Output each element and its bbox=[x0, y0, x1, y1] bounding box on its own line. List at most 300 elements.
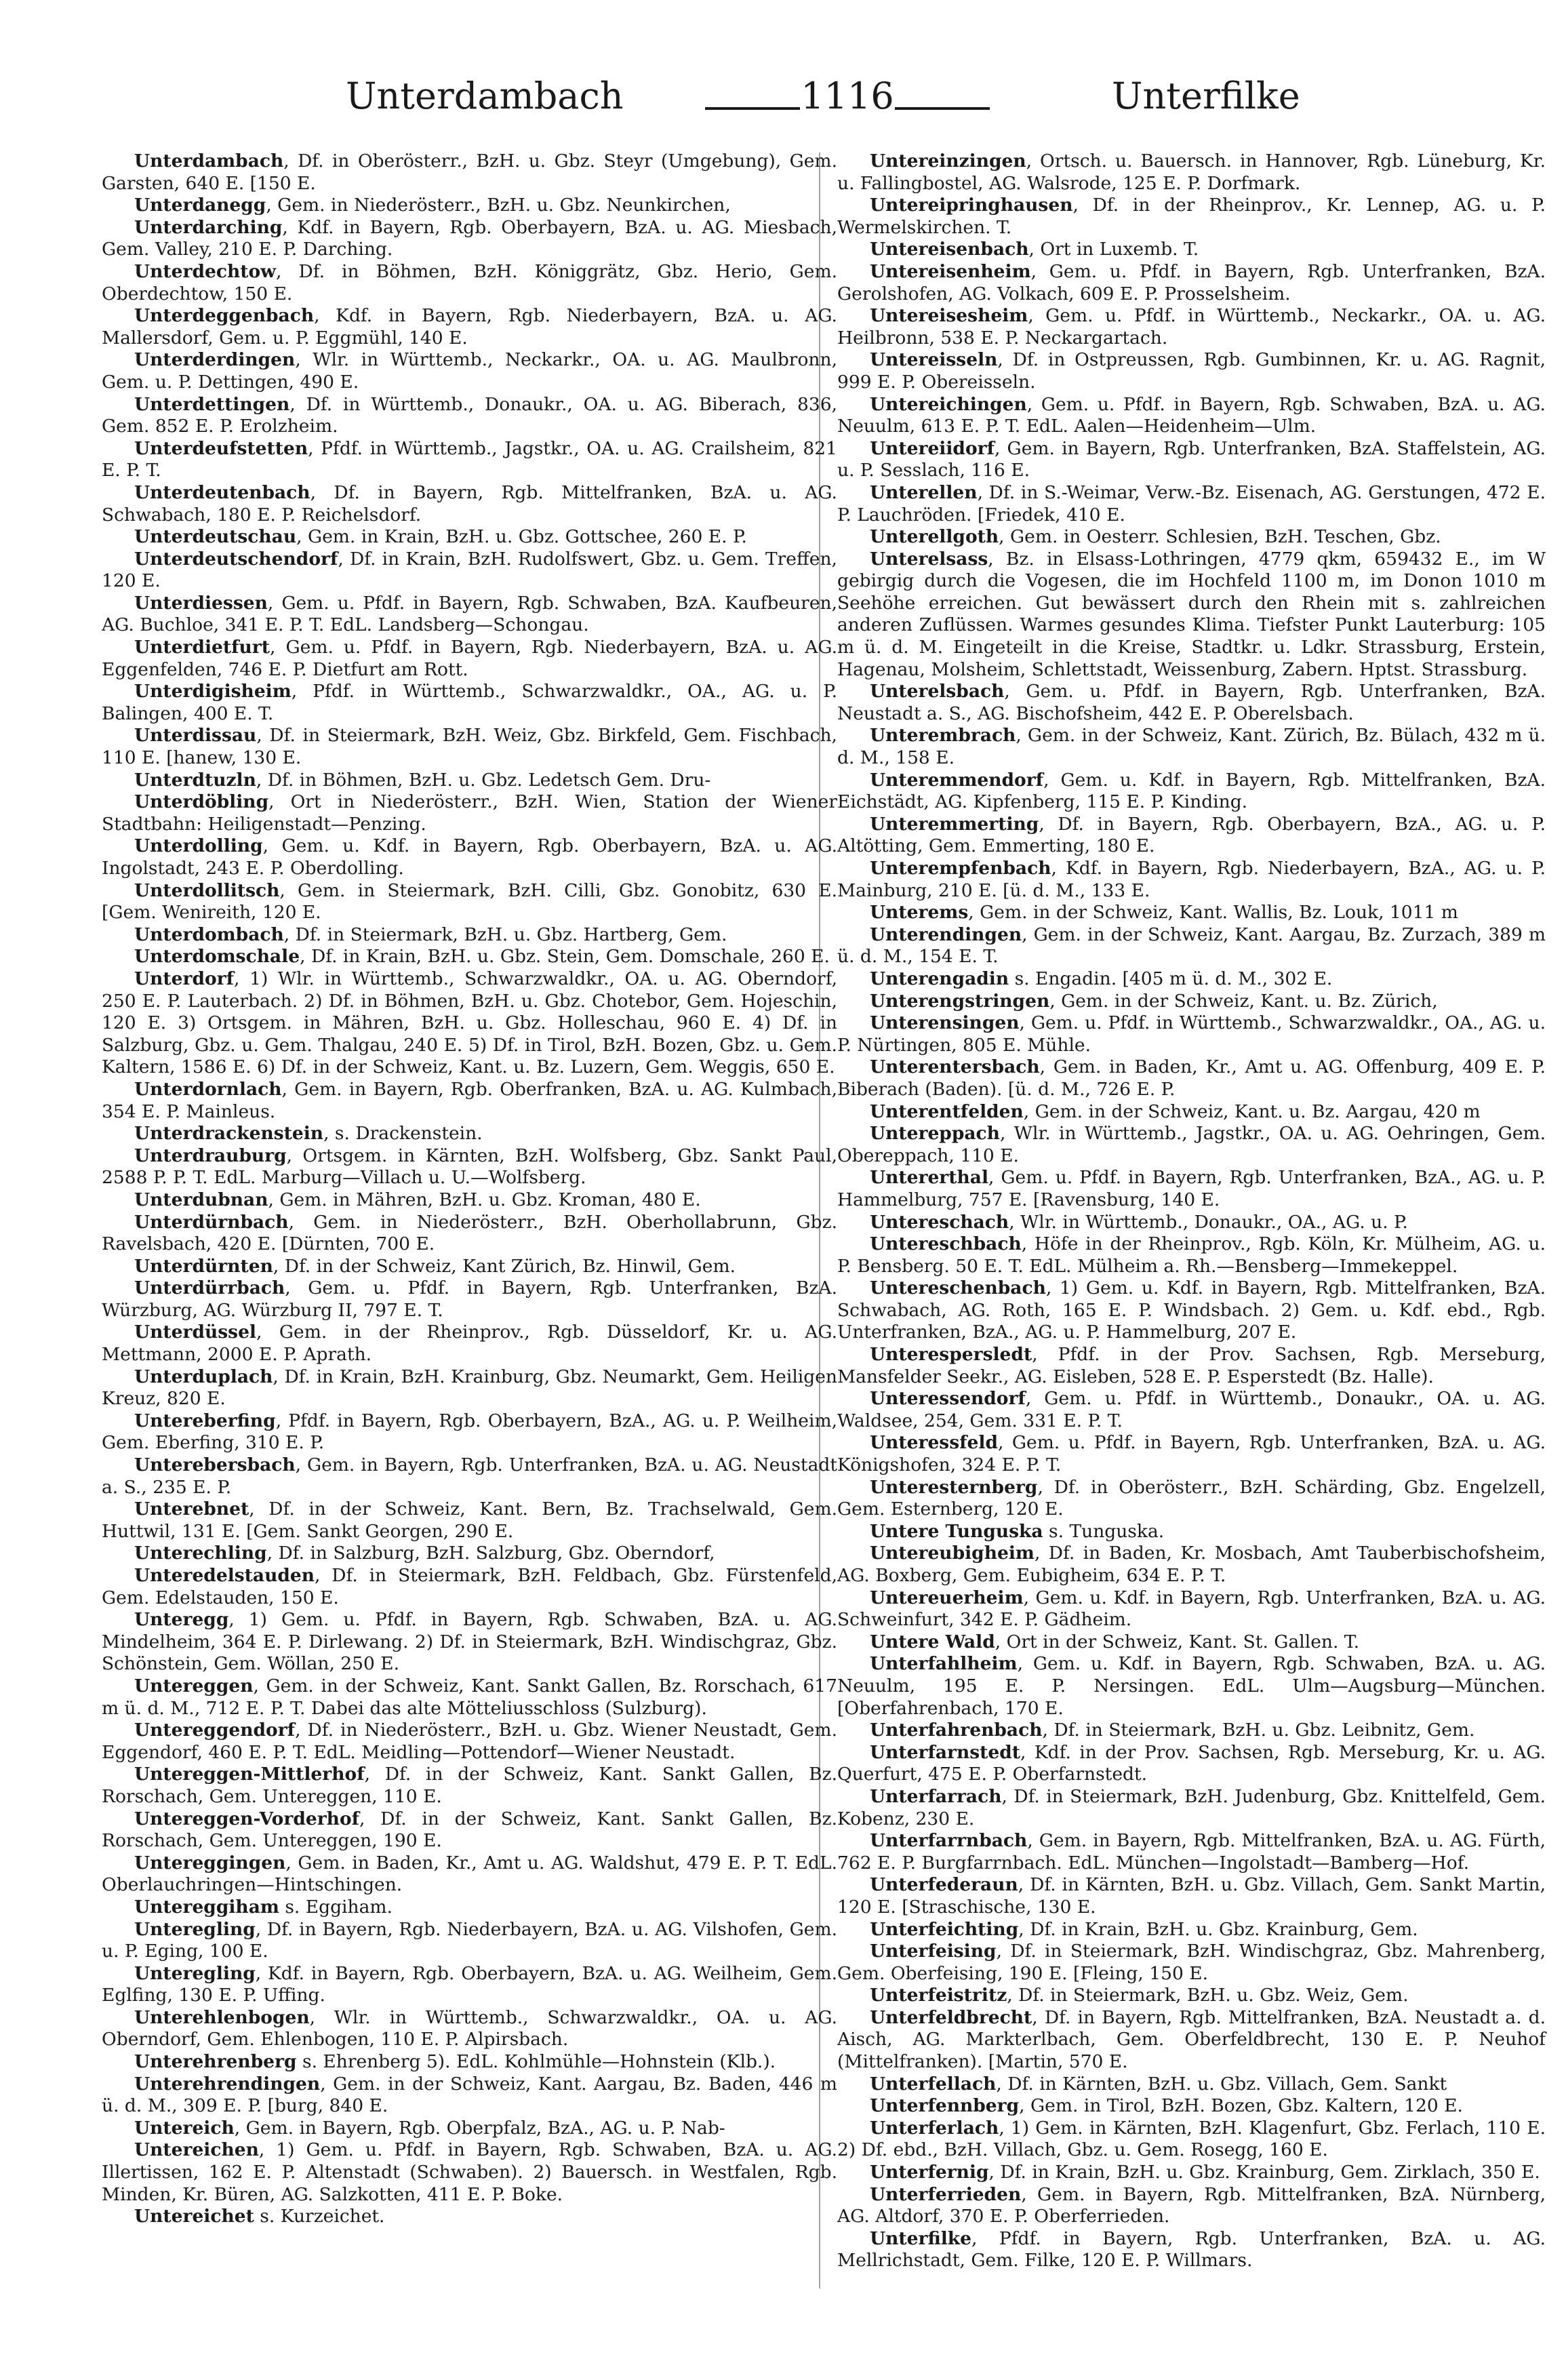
gazetteer-entry bbox=[837, 1653, 1546, 1720]
entry-headword: Unterechling bbox=[134, 1543, 267, 1564]
entry-text: , Df. in der Schweiz, Kant. Sankt Gallen, Bz. Rorschach, Gem. Untereggen, 190 E. bbox=[102, 1808, 837, 1852]
entry-headword: Unterfernig bbox=[870, 2162, 989, 2183]
entry-headword: Unterdeufstetten bbox=[134, 437, 308, 459]
entry-headword: Unterdeggenbach bbox=[134, 305, 315, 327]
entry-headword: Unterfellach bbox=[870, 2073, 997, 2095]
entry-text: , Gem. in Bayern, Rgb. Mittelfranken, BzA. u. AG. Fürth, 762 E. P. Burgfarrnbach. EdL. München—Ingolstadt—Bamberg—Hof. bbox=[837, 1830, 1546, 1873]
entry-text: , Bz. in Elsass-Lothringen, 4779 qkm, 659432 E., im W gebirgig durch die Vogesen, die im Hochfeld 1100 m, im Donon 1010 m Seehöhe erreichen. Gut bewässert durch den Rhein mit s. zahlreichen anderen Zuflüssen. Warmes gesundes Klima. Tiefster Punkt Lauterburg: 105 m ü. d. M. Eingeteilt in die Kreise, Stadtkr. u. Ldkr. Strassburg, Erstein, Hagenau, Molsheim, Schlettstadt, Weissenburg, Zabern. Hptst. Strassburg. bbox=[837, 548, 1546, 680]
gazetteer-entry bbox=[837, 2162, 1546, 2184]
entry-headword: Unterehrenberg bbox=[134, 2051, 297, 2073]
entry-headword: Unterehlenbogen bbox=[134, 2006, 310, 2028]
gazetteer-entry bbox=[102, 482, 837, 526]
entry-headword: Unteregling bbox=[134, 1918, 256, 1940]
entry-headword: Unterehrendingen bbox=[134, 2073, 321, 2095]
entry-headword: Untereisesheim bbox=[870, 305, 1028, 327]
entry-text: , Gem. in der Schweiz, Kant. u. Bz. Aargau, 420 m bbox=[1023, 1100, 1481, 1122]
gazetteer-entry bbox=[837, 438, 1546, 482]
entry-text: , Df. in Steiermark, BzH. Windischgraz, Gbz. Mahrenberg, Gem. Oberfeising, 190 E. [Fleing, 150 E. bbox=[837, 1941, 1546, 1984]
gazetteer-entry bbox=[102, 526, 837, 549]
entry-headword: Untereinzingen bbox=[870, 151, 1026, 172]
page-header bbox=[0, 75, 1566, 136]
entry-text: , Df. in Krain, BzH. Krainburg, Gbz. Neumarkt, Gem. Heiligen Kreuz, 820 E. bbox=[102, 1366, 837, 1410]
gazetteer-entry bbox=[837, 1167, 1546, 1211]
gazetteer-entry bbox=[837, 1012, 1546, 1056]
gazetteer-entry bbox=[102, 549, 837, 593]
gazetteer-entry bbox=[837, 239, 1546, 261]
gazetteer-entry bbox=[837, 858, 1546, 902]
entry-text: , Df. in Oberösterr., BzH. u. Gbz. Steyr (Umgebung), Gem. Garsten, 640 E. [150 E. bbox=[102, 151, 837, 194]
gazetteer-entry bbox=[102, 195, 837, 217]
entry-headword: Unterempfenbach bbox=[870, 858, 1051, 879]
entry-headword: Unterfederaun bbox=[870, 1874, 1018, 1896]
gazetteer-entry bbox=[102, 1277, 837, 1322]
entry-text: , Gem. u. Kdf. in Bayern, Rgb. Unterfranken, BzA. u. AG. Schweinfurt, 342 E. P. Gädheim. bbox=[837, 1587, 1546, 1631]
left-column bbox=[102, 151, 837, 2228]
entry-headword: Unterengstringen bbox=[870, 990, 1050, 1012]
entry-headword: Untereggingen bbox=[134, 1852, 286, 1873]
entry-headword: Unterdiessen bbox=[134, 592, 268, 614]
entry-text: , Gem. in der Schweiz, Kant. Sankt Gallen, Bz. Rorschach, 617 m ü. d. M., 712 E. P. T. Dabei das alte Mötteliusschloss (Sulzburg). bbox=[102, 1675, 837, 1719]
entry-headword: Unterfeising bbox=[870, 1941, 997, 1962]
entry-text: , Kdf. in Bayern, Rgb. Niederbayern, BzA., AG. u. P. Mainburg, 210 E. [ü. d. M., 133 E. bbox=[837, 858, 1546, 901]
entry-headword: Unteressfeld bbox=[870, 1432, 998, 1454]
gazetteer-entry bbox=[837, 2007, 1546, 2074]
gazetteer-entry bbox=[837, 1123, 1546, 1167]
entry-text: , 1) Gem. u. Kdf. in Bayern, Rgb. Mittelfranken, BzA. Schwabach, AG. Roth, 165 E. P. Windsbach. 2) Gem. u. Kdf. ebd., Rgb. Unterfranken, BzA., AG. u. P. Hammelburg, 207 E. bbox=[837, 1277, 1546, 1343]
entry-headword: Untereisenbach bbox=[870, 239, 1029, 260]
running-head-left: Unterdambach bbox=[346, 75, 624, 117]
entry-text: , Ort in der Schweiz, Kant. St. Gallen. T. bbox=[995, 1631, 1360, 1652]
entry-text: , Df. in Bayern, Rgb. Mittelfranken, BzA. u. AG. Schwabach, 180 E. P. Reichelsdorf. bbox=[102, 481, 837, 525]
gazetteer-entry bbox=[837, 1101, 1546, 1124]
entry-headword: Unterembrach bbox=[870, 725, 1016, 747]
entry-headword: Untereiidorf bbox=[870, 437, 995, 459]
entry-headword: Untereschach bbox=[870, 1211, 1009, 1233]
entry-text: , Ortsgem. in Kärnten, BzH. Wolfsberg, Gbz. Sankt Paul, 2588 P. P. T. EdL. Marburg—Villach u. U.—Wolfsberg. bbox=[102, 1145, 837, 1189]
gazetteer-entry bbox=[837, 1432, 1546, 1476]
gazetteer-entry bbox=[102, 593, 837, 637]
entry-headword: Unterferrieden bbox=[870, 2183, 1022, 2205]
entry-headword: Unteressendorf bbox=[870, 1388, 1026, 1410]
entry-headword: Unteregling bbox=[134, 1962, 256, 1984]
entry-text: , Wlr. in Württemb., Neckarkr., OA. u. AG. Maulbronn, Gem. u. P. Dettingen, 490 E. bbox=[102, 349, 837, 393]
entry-headword: Untereubigheim bbox=[870, 1543, 1035, 1564]
entry-headword: Unterentfelden bbox=[870, 1100, 1024, 1122]
gazetteer-entry bbox=[102, 835, 837, 879]
gazetteer-entry bbox=[837, 2095, 1546, 2118]
entry-headword: Untereggen-Mittlerhof bbox=[134, 1764, 365, 1785]
entry-headword: Untereuerheim bbox=[870, 1587, 1024, 1608]
entry-headword: Unterdeutschau bbox=[134, 526, 297, 548]
entry-headword: Untereichen bbox=[134, 2139, 259, 2161]
entry-headword: Unterdürnten bbox=[134, 1255, 273, 1277]
gazetteer-entry bbox=[837, 151, 1546, 195]
entry-headword: Untereichet bbox=[134, 2206, 254, 2227]
entry-headword: Unterdietfurt bbox=[134, 637, 270, 658]
entry-text: , Df. in Steiermark, BzH. Weiz, Gbz. Birkfeld, Gem. Fischbach, 110 E. [hanew, 130 E. bbox=[102, 725, 837, 769]
entry-headword: Unterdürnbach bbox=[134, 1211, 289, 1233]
entry-headword: Unterdolling bbox=[134, 835, 263, 857]
gazetteer-entry bbox=[102, 2118, 837, 2140]
entry-text: , Df. in Krain, BzH. u. Gbz. Krainburg, Gem. bbox=[1018, 1918, 1418, 1940]
entry-text: , Kdf. in Bayern, Rgb. Oberbayern, BzA. u. AG. Miesbach, Gem. Valley, 210 E. P. Darching. bbox=[102, 216, 837, 260]
entry-headword: Unterdanegg bbox=[134, 195, 266, 216]
entry-headword: Unterelsbach bbox=[870, 681, 1005, 702]
entry-text: , Gem. in Bayern, Rgb. Unterfranken, BzA. Staffelstein, AG. u. P. Sesslach, 116 E. bbox=[837, 437, 1546, 481]
gazetteer-entry bbox=[102, 725, 837, 769]
gazetteer-entry bbox=[102, 946, 837, 968]
entry-text: , Wlr. in Württemb., Donaukr., OA., AG. u. P. bbox=[1009, 1211, 1408, 1233]
gazetteer-entry bbox=[837, 2184, 1546, 2228]
gazetteer-entry bbox=[102, 1963, 837, 2007]
entry-text: , Df. in Bayern, Rgb. Oberbayern, BzA., AG. u. P. Altötting, Gem. Emmerting, 180 E. bbox=[837, 813, 1546, 857]
entry-text: , 1) Gem. u. Pfdf. in Bayern, Rgb. Schwaben, BzA. u. AG. Illertissen, 162 E. P. Altenstadt (Schwaben). 2) Bauersch. in Westfalen, Rgb. Minden, Kr. Büren, AG. Salzkotten, 411 E. P. Boke. bbox=[102, 2139, 837, 2205]
entry-headword: Unterfennberg bbox=[870, 2095, 1020, 2117]
gazetteer-entry bbox=[837, 1985, 1546, 2007]
gazetteer-entry bbox=[102, 305, 837, 349]
entry-text: , Gem. in der Rheinprov., Rgb. Düsseldorf, Kr. u. AG. Mettmann, 2000 E. P. Aprath. bbox=[102, 1322, 837, 1366]
entry-text: , Gem. in Baden, Kr., Amt u. AG. Offenburg, 409 E. P. Biberach (Baden). [ü. d. M., 726 E. P. bbox=[837, 1056, 1546, 1100]
gazetteer-entry bbox=[837, 1543, 1546, 1587]
gazetteer-entry bbox=[102, 1366, 837, 1410]
entry-text: , Gem. u. Pfdf. in Bayern, Rgb. Schwaben, BzA. u. AG. Neuulm, 613 E. P. T. EdL. Aalen—Heidenheim—Ulm. bbox=[837, 393, 1546, 437]
gazetteer-entry bbox=[102, 924, 837, 947]
gazetteer-entry bbox=[837, 902, 1546, 924]
running-head-right: Unterfilke bbox=[1112, 75, 1300, 117]
entry-headword: Unterendingen bbox=[870, 924, 1022, 945]
entry-text: , Df. in Oberösterr., BzH. Schärding, Gbz. Engelzell, Gem. Esternberg, 120 E. bbox=[837, 1476, 1546, 1520]
entry-text: , Df. in Krain, BzH. u. Gbz. Krainburg, Gem. Zirklach, 350 E. bbox=[988, 2162, 1540, 2183]
entry-text: , Gem. in der Schweiz, Kant. Wallis, Bz. Louk, 1011 m bbox=[968, 902, 1458, 924]
entry-text: , Gem. in Bayern, Rgb. Oberpfalz, BzA., AG. u. P. Nab- bbox=[234, 2117, 725, 2139]
gazetteer-entry bbox=[837, 1521, 1546, 1543]
entry-text: , Gem. in Bayern, Rgb. Oberfranken, BzA. u. AG. Kulmbach, 354 E. P. Mainleus. bbox=[102, 1078, 837, 1122]
entry-headword: Untereisenheim bbox=[870, 260, 1031, 282]
entry-text: , Gem. in der Schweiz, Kant. Zürich, Bz. Bülach, 432 m ü. d. M., 158 E. bbox=[837, 725, 1546, 769]
entry-headword: Unterdürrbach bbox=[134, 1277, 285, 1299]
gazetteer-entry bbox=[102, 1675, 837, 1720]
gazetteer-entry bbox=[837, 1212, 1546, 1234]
entry-headword: Unterfilke bbox=[870, 2227, 971, 2249]
entry-headword: Unterespersledt bbox=[870, 1344, 1032, 1366]
entry-headword: Unterdeutenbach bbox=[134, 481, 310, 503]
entry-headword: Unterebersbach bbox=[134, 1454, 296, 1476]
entry-headword: Untereberfing bbox=[134, 1410, 276, 1431]
entry-text: , Gem. u. Pfdf. in Bayern, Rgb. Unterfranken, BzA. Würzburg, AG. Würzburg II, 797 E. T. bbox=[102, 1277, 837, 1321]
entry-headword: Unterdomschale bbox=[134, 946, 300, 968]
entry-text: , Gem. in Bayern, Rgb. Unterfranken, BzA. u. AG. Neustadt a. S., 235 E. P. bbox=[102, 1454, 837, 1498]
gazetteer-entry bbox=[102, 637, 837, 681]
entry-headword: Unterferlach bbox=[870, 2117, 999, 2139]
entry-headword: Untereich bbox=[134, 2117, 235, 2139]
entry-headword: Untereisseln bbox=[870, 349, 998, 371]
entry-text: s. Kurzeichet. bbox=[254, 2206, 385, 2227]
entry-headword: Unterdornlach bbox=[134, 1078, 282, 1100]
entry-headword: Unteremmerting bbox=[870, 813, 1039, 835]
entry-text: , Gem. u. Pfdf. in Bayern, Rgb. Unterfranken, BzA. u. AG. Königshofen, 324 E. P. T. bbox=[837, 1432, 1546, 1476]
entry-text: , Gem. u. Pfdf. in Württemb., Schwarzwaldkr., OA., AG. u. P. Nürtingen, 805 E. Mühle. bbox=[837, 1012, 1546, 1056]
entry-headword: Unterduplach bbox=[134, 1366, 273, 1387]
entry-headword: Untereichingen bbox=[870, 393, 1027, 415]
gazetteer-entry bbox=[837, 1277, 1546, 1344]
gazetteer-entry bbox=[837, 394, 1546, 438]
entry-headword: Unterdarching bbox=[134, 216, 283, 238]
gazetteer-entry bbox=[837, 968, 1546, 991]
entry-text: , Df. in der Schweiz, Kant Zürich, Bz. Hinwil, Gem. bbox=[273, 1255, 736, 1277]
gazetteer-entry bbox=[837, 305, 1546, 349]
entry-headword: Untereggen-Vorderhof bbox=[134, 1808, 360, 1829]
entry-headword: Unterellen bbox=[870, 481, 978, 503]
gazetteer-entry bbox=[837, 526, 1546, 549]
entry-headword: Unterdrackenstein bbox=[134, 1123, 324, 1145]
entry-headword: Unterdollitsch bbox=[134, 879, 280, 901]
entry-headword: Unterdeutschendorf bbox=[134, 548, 338, 570]
entry-headword: Unterensingen bbox=[870, 1012, 1020, 1034]
gazetteer-entry bbox=[102, 1764, 837, 1808]
entry-text: , Gem. u. Pfdf. in Bayern, Rgb. Niederbayern, BzA. u. AG. Eggenfelden, 746 E. P. Dietfurt am Rott. bbox=[102, 637, 837, 680]
gazetteer-entry bbox=[102, 217, 837, 261]
entry-text: , Gem. in der Schweiz, Kant. Aargau, Bz. Baden, 446 m ü. d. M., 309 E. P. [burg, 840 E. bbox=[102, 2073, 837, 2117]
gazetteer-entry bbox=[102, 2051, 837, 2074]
entry-headword: Unterdtuzln bbox=[134, 769, 256, 791]
entry-text: , Df. in Steiermark, BzH. u. Gbz. Leibnitz, Gem. bbox=[1042, 1720, 1475, 1741]
gazetteer-entry bbox=[837, 549, 1546, 681]
entry-text: , Gem. u. Pfdf. in Württemb., Donaukr., OA. u. AG. Waldsee, 254, Gem. 331 E. P. T. bbox=[837, 1388, 1546, 1431]
entry-headword: Unterfahrenbach bbox=[870, 1720, 1043, 1741]
gazetteer-entry bbox=[837, 1919, 1546, 1941]
entry-text: , Df. in Böhmen, BzH. Königgrätz, Gbz. Herio, Gem. Oberdechtow, 150 E. bbox=[102, 260, 837, 304]
entry-headword: Unterfarrach bbox=[870, 1785, 1002, 1807]
gazetteer-entry bbox=[102, 1808, 837, 1852]
entry-text: , Pfdf. in Bayern, Rgb. Oberbayern, BzA., AG. u. P. Weilheim, Gem. Eberfing, 310 E. P. bbox=[102, 1410, 837, 1454]
entry-text: , Df. in Bayern, Rgb. Niederbayern, BzA. u. AG. Vilshofen, Gem. u. P. Eging, 100 E. bbox=[102, 1918, 837, 1962]
gazetteer-entry bbox=[837, 1830, 1546, 1874]
entry-text: , Kdf. in der Prov. Sachsen, Rgb. Merseburg, Kr. u. AG. Querfurt, 475 E. P. Oberfarnstedt. bbox=[837, 1741, 1546, 1785]
gazetteer-entry bbox=[102, 880, 837, 924]
entry-headword: Unterfeistritz bbox=[870, 1985, 1007, 2006]
entry-headword: Unterellgoth bbox=[870, 526, 999, 548]
gazetteer-entry bbox=[837, 349, 1546, 393]
entry-headword: Unterfarnstedt bbox=[870, 1741, 1021, 1763]
entry-headword: Unterengadin bbox=[870, 968, 1009, 989]
gazetteer-entry bbox=[837, 482, 1546, 526]
entry-headword: Unterentersbach bbox=[870, 1056, 1040, 1078]
gazetteer-entry bbox=[102, 1919, 837, 1963]
gazetteer-entry bbox=[837, 195, 1546, 239]
entry-headword: Unterdorf bbox=[134, 968, 235, 989]
gazetteer-entry bbox=[102, 1189, 837, 1212]
gazetteer-entry bbox=[102, 1897, 837, 1919]
gazetteer-entry bbox=[102, 1565, 837, 1609]
gazetteer-entry bbox=[102, 261, 837, 305]
entry-headword: Unterdombach bbox=[134, 924, 284, 945]
gazetteer-entry bbox=[102, 1499, 837, 1543]
entry-text: , Ort in Niederösterr., BzH. Wien, Station der Wiener Stadtbahn: Heiligenstadt—Penzing. bbox=[102, 791, 837, 835]
gazetteer-entry bbox=[102, 2074, 837, 2118]
entry-headword: Untereschbach bbox=[870, 1233, 1022, 1255]
gazetteer-entry bbox=[102, 791, 837, 835]
entry-text: , Df. in Steiermark, BzH. u. Gbz. Hartberg, Gem. bbox=[283, 924, 727, 945]
entry-text: , Df. in Kärnten, BzH. u. Gbz. Villach, Gem. Sankt bbox=[996, 2073, 1447, 2095]
gazetteer-entry bbox=[837, 1233, 1546, 1277]
entry-headword: Untere Wald bbox=[870, 1631, 995, 1652]
entry-headword: Untere Tunguska bbox=[870, 1520, 1043, 1542]
entry-text: , Gem. in der Schweiz, Kant. u. Bz. Zürich, bbox=[1049, 990, 1438, 1012]
entry-headword: Unterfeichting bbox=[870, 1918, 1019, 1940]
entry-text: , Df. in Steiermark, BzH. Judenburg, Gbz. Knittelfeld, Gem. Kobenz, 230 E. bbox=[837, 1785, 1546, 1829]
entry-text: , Df. in Kärnten, BzH. u. Gbz. Villach, Gem. Sankt Martin, 120 E. [Straschische, 130 E. bbox=[837, 1874, 1546, 1918]
entry-text: , Df. in Krain, BzH. u. Gbz. Stein, Gem. Domschale, 260 E. bbox=[300, 946, 830, 968]
entry-text: , Ortsch. u. Bauersch. in Hannover, Rgb. Lüneburg, Kr. u. Fallingbostel, AG. Walsrode, 125 E. P. Dorfmark. bbox=[837, 151, 1546, 194]
entry-text: , Df. in der Schweiz, Kant. Sankt Gallen, Bz. Rorschach, Gem. Untereggen, 110 E. bbox=[102, 1764, 837, 1807]
entry-text: , Gem. in Mähren, BzH. u. Gbz. Kroman, 480 E. bbox=[268, 1189, 701, 1210]
entry-text: , Df. in Baden, Kr. Mosbach, Amt Tauberbischofsheim, AG. Boxberg, Gem. Eubigheim, 634 E. P. T. bbox=[837, 1543, 1546, 1586]
gazetteer-entry bbox=[837, 1720, 1546, 1742]
gazetteer-entry bbox=[837, 2118, 1546, 2162]
entry-text: , Gem. u. Pfdf. in Bayern, Rgb. Unterfranken, BzA., AG. u. P. Hammelburg, 757 E. [Ravensburg, 140 E. bbox=[837, 1167, 1546, 1210]
gazetteer-entry bbox=[102, 1410, 837, 1454]
entry-text: , s. Drackenstein. bbox=[323, 1123, 483, 1145]
entry-text: , Pfdf. in Württemb., Jagstkr., OA. u. AG. Crailsheim, 821 E. P. T. bbox=[102, 437, 837, 481]
entry-text: s. Engadin. [405 m ü. d. M., 302 E. bbox=[1009, 968, 1333, 989]
gazetteer-entry bbox=[102, 1609, 837, 1675]
gazetteer-entry bbox=[837, 681, 1546, 725]
entry-text: , Pfdf. in Bayern, Rgb. Unterfranken, BzA. u. AG. Mellrichstadt, Gem. Filke, 120 E. P. Willmars. bbox=[837, 2227, 1546, 2272]
gazetteer-entry bbox=[102, 1543, 837, 1565]
entry-text: , Wlr. in Württemb., Jagstkr., OA. u. AG. Oehringen, Gem. Obereppach, 110 E. bbox=[837, 1123, 1546, 1166]
entry-text: , Df. in Steiermark, BzH. u. Gbz. Weiz, Gem. bbox=[1007, 1985, 1409, 2006]
entry-headword: Unteregg bbox=[134, 1609, 229, 1631]
entry-text: , Gem. u. Pfdf. in Württemb., Neckarkr., OA. u. AG. Heilbronn, 538 E. P. Neckargartach. bbox=[837, 305, 1546, 349]
entry-text: , Gem. u. Pfdf. in Bayern, Rgb. Unterfranken, BzA. Gerolshofen, AG. Volkach, 609 E. P. Prosselsheim. bbox=[837, 260, 1546, 304]
entry-text: s. Tunguska. bbox=[1043, 1520, 1165, 1542]
gazetteer-entry bbox=[102, 1212, 837, 1256]
entry-text: , Gem. in Bayern, Rgb. Mittelfranken, BzA. Nürnberg, AG. Altdorf, 370 E. P. Oberferrieden. bbox=[837, 2183, 1546, 2227]
gazetteer-entry bbox=[837, 725, 1546, 769]
header-rule-right bbox=[895, 107, 990, 110]
entry-headword: Unteredelstauden bbox=[134, 1565, 315, 1586]
gazetteer-entry bbox=[837, 814, 1546, 858]
entry-headword: Unterdrauburg bbox=[134, 1145, 287, 1166]
gazetteer-entry bbox=[102, 681, 837, 725]
gazetteer-entry bbox=[102, 438, 837, 482]
gazetteer-entry bbox=[837, 924, 1546, 968]
entry-headword: Unterdambach bbox=[134, 151, 284, 172]
gazetteer-entry bbox=[102, 1322, 837, 1366]
gazetteer-entry bbox=[837, 1477, 1546, 1521]
gazetteer-entry bbox=[102, 1145, 837, 1189]
gazetteer-entry bbox=[837, 1388, 1546, 1432]
entry-headword: Unterdubnan bbox=[134, 1189, 268, 1210]
entry-headword: Unterdettingen bbox=[134, 393, 290, 415]
entry-text: , Df. in der Rheinprov., Kr. Lennep, AG. u. P. Wermelskirchen. T. bbox=[837, 195, 1546, 238]
gazetteer-entry bbox=[102, 1079, 837, 1123]
gazetteer-entry bbox=[102, 968, 837, 1079]
gazetteer-entry bbox=[837, 1874, 1546, 1918]
gazetteer-entry bbox=[102, 394, 837, 438]
gazetteer-entry bbox=[102, 2139, 837, 2206]
entry-text: , Pfdf. in der Prov. Sachsen, Rgb. Merseburg, Mansfelder Seekr., AG. Eisleben, 528 E. P. Esperstedt (Bz. Halle). bbox=[837, 1344, 1546, 1387]
entry-text: , Df. in Krain, BzH. Rudolfswert, Gbz. u. Gem. Treffen, 120 E. bbox=[102, 548, 837, 592]
entry-text: , Gem. in Tirol, BzH. Bozen, Gbz. Kaltern, 120 E. bbox=[1019, 2095, 1463, 2117]
entry-text: s. Eggiham. bbox=[279, 1896, 393, 1918]
gazetteer-entry bbox=[102, 151, 837, 195]
gazetteer-entry bbox=[102, 1256, 837, 1278]
entry-text: , Gem. u. Pfdf. in Bayern, Rgb. Unterfranken, BzA. Neustadt a. S., AG. Bischofsheim, 442 E. P. Oberelsbach. bbox=[837, 681, 1546, 724]
page-number: 1116 bbox=[801, 75, 894, 117]
gazetteer-entry bbox=[102, 1720, 837, 1764]
entry-text: , Pfdf. in Württemb., Schwarzwaldkr., OA., AG. u. P. Balingen, 400 E. T. bbox=[102, 681, 837, 724]
entry-headword: Untereggiham bbox=[134, 1896, 279, 1918]
gazetteer-entry bbox=[837, 1344, 1546, 1388]
entry-text: , Gem. in Steiermark, BzH. Cilli, Gbz. Gonobitz, 630 E. [Gem. Wenireith, 120 E. bbox=[102, 879, 837, 924]
gazetteer-entry bbox=[837, 1056, 1546, 1100]
entry-headword: Unterderdingen bbox=[134, 349, 296, 371]
entry-headword: Untereipringhausen bbox=[870, 195, 1073, 216]
entry-text: , 1) Wlr. in Württemb., Schwarzwaldkr., OA. u. AG. Oberndorf, 250 E. P. Lauterbach. 2) Df. in Böhmen, BzH. u. Gbz. Chotebor, Gem. Hojeschin, 120 E. 3) Ortsgem. in Mähren, BzH. u. Gbz. Holleschau, 960 E. 4) Df. in Salzburg, Gbz. u. Gem. Thalgau, 240 E. 5) Df. in Tirol, BzH. Bozen, Gbz. u. Gem. Kaltern, 1586 E. 6) Df. in der Schweiz, Kant. u. Bz. Luzern, Gem. Weggis, 650 E. bbox=[102, 968, 837, 1078]
entry-headword: Unterdigisheim bbox=[134, 681, 292, 702]
entry-headword: Untereggen bbox=[134, 1675, 254, 1697]
gazetteer-entry bbox=[837, 2074, 1546, 2096]
entry-text: , 1) Gem. u. Pfdf. in Bayern, Rgb. Schwaben, BzA. u. AG. Mindelheim, 364 E. P. Dirlewang. 2) Df. in Steiermark, BzH. Windischgraz, Gbz. Schönstein, Gem. Wöllan, 250 E. bbox=[102, 1609, 837, 1675]
gazetteer-entry bbox=[102, 2206, 837, 2228]
gazetteer-entry bbox=[837, 991, 1546, 1013]
entry-headword: Unterfarrnbach bbox=[870, 1830, 1028, 1852]
gazetteer-entry bbox=[102, 770, 837, 792]
gazetteer-entry bbox=[102, 1123, 837, 1145]
gazetteer-entry bbox=[837, 1786, 1546, 1830]
gazetteer-entry bbox=[102, 1454, 837, 1499]
entry-headword: Untereggendorf bbox=[134, 1720, 296, 1741]
entry-text: , Df. in S.-Weimar, Verw.-Bz. Eisenach, AG. Gerstungen, 472 E. P. Lauchröden. [Friedek, 410 E. bbox=[837, 481, 1546, 525]
entry-text: , Gem. in Krain, BzH. u. Gbz. Gottschee, 260 E. P. bbox=[296, 526, 747, 548]
gazetteer-entry bbox=[837, 1742, 1546, 1786]
gazetteer-entry bbox=[102, 349, 837, 393]
gazetteer-entry bbox=[837, 2228, 1546, 2272]
entry-text: , Gem. in Oesterr. Schlesien, BzH. Teschen, Gbz. bbox=[999, 526, 1441, 548]
entry-headword: Unteremmendorf bbox=[870, 769, 1044, 791]
entry-headword: Unterdöbling bbox=[134, 791, 269, 813]
right-column bbox=[837, 151, 1546, 2272]
entry-headword: Unteresternberg bbox=[870, 1476, 1038, 1498]
entry-headword: Unterems bbox=[870, 902, 969, 924]
gazetteer-entry bbox=[102, 1852, 837, 1897]
entry-text: , Kdf. in Bayern, Rgb. Niederbayern, BzA. u. AG. Mallersdorf, Gem. u. P. Eggmühl, 140 E. bbox=[102, 305, 837, 349]
gazetteer-entry bbox=[837, 1941, 1546, 1985]
entry-text: , Df. in Bayern, Rgb. Mittelfranken, BzA. Neustadt a. d. Aisch, AG. Markterlbach, Gem. Oberfeldbrecht, 130 E. P. Neuhof (Mittelfranken). [Martin, 570 E. bbox=[837, 2006, 1546, 2073]
entry-headword: Unterelsass bbox=[870, 548, 988, 570]
entry-headword: Unterdechtow bbox=[134, 260, 276, 282]
entry-text: , Kdf. in Bayern, Rgb. Oberbayern, BzA. u. AG. Weilheim, Gem. Eglfing, 130 E. P. Uffing. bbox=[102, 1962, 837, 2006]
entry-headword: Untererthal bbox=[870, 1167, 989, 1189]
gazetteer-entry bbox=[837, 770, 1546, 814]
entry-text: , Df. in Ostpreussen, Rgb. Gumbinnen, Kr. u. AG. Ragnit, 999 E. P. Obereisseln. bbox=[837, 349, 1546, 393]
entry-text: , 1) Gem. in Kärnten, BzH. Klagenfurt, Gbz. Ferlach, 110 E. 2) Df. ebd., BzH. Villach, Gbz. u. Gem. Rosegg, 160 E. bbox=[837, 2117, 1546, 2161]
entry-headword: Unterdüssel bbox=[134, 1322, 257, 1343]
entry-text: , Gem. u. Kdf. in Bayern, Rgb. Schwaben, BzA. u. AG. Neuulm, 195 E. P. Nersingen. EdL. Ulm—Augsburg—München. [Oberfahrenbach, 170 E. bbox=[837, 1653, 1546, 1719]
entry-text: , Gem. u. Pfdf. in Bayern, Rgb. Schwaben, BzA. Kaufbeuren, AG. Buchloe, 341 E. P. T. EdL. Landsberg—Schongau. bbox=[102, 592, 837, 636]
gazetteer-entry bbox=[837, 1587, 1546, 1631]
entry-text: , Df. in Salzburg, BzH. Salzburg, Gbz. Oberndorf, bbox=[266, 1543, 715, 1564]
entry-text: , Df. in Steiermark, BzH. Feldbach, Gbz. Fürstenfeld, Gem. Edelstauden, 150 E. bbox=[102, 1565, 837, 1608]
entry-text: , Gem. in der Schweiz, Kant. Aargau, Bz. Zurzach, 389 m ü. d. M., 154 E. T. bbox=[837, 924, 1546, 968]
entry-text: , Ort in Luxemb. T. bbox=[1028, 239, 1199, 260]
entry-text: , Gem. in Baden, Kr., Amt u. AG. Waldshut, 479 E. P. T. EdL. Oberlauchringen—Hintschingen. bbox=[102, 1852, 837, 1896]
entry-text: , Df. in Niederösterr., BzH. u. Gbz. Wiener Neustadt, Gem. Eggendorf, 460 E. P. T. EdL. Meidling—Pottendorf—Wiener Neustadt. bbox=[102, 1720, 837, 1763]
entry-text: , Höfe in der Rheinprov., Rgb. Köln, Kr. Mülheim, AG. u. P. Bensberg. 50 E. T. EdL. Mülheim a. Rh.—Bensberg—Immekeppel. bbox=[837, 1233, 1546, 1277]
entry-headword: Untereschenbach bbox=[870, 1277, 1046, 1299]
gazetteer-entry bbox=[837, 261, 1546, 305]
